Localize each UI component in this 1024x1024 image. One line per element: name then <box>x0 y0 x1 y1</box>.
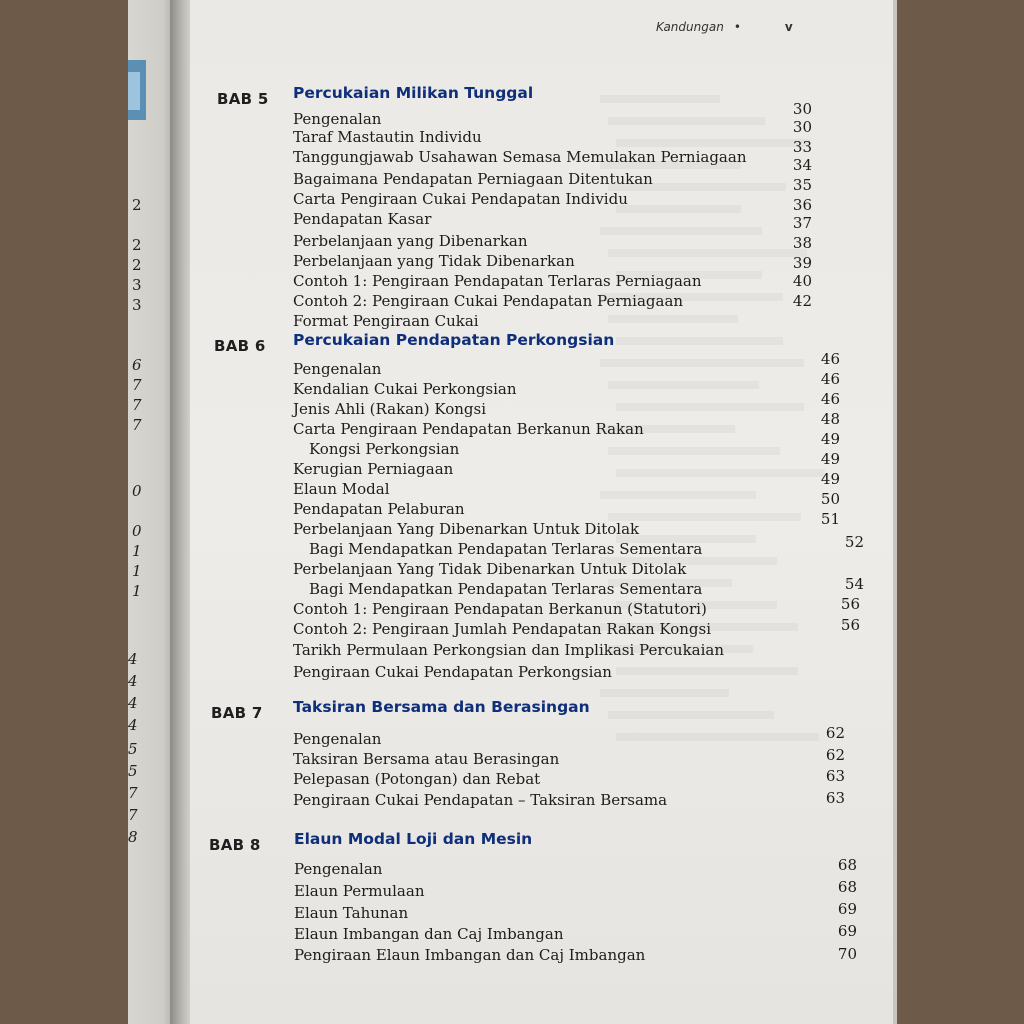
toc-entry: Pengenalan <box>293 110 382 128</box>
toc-entry: Pengenalan <box>294 860 383 878</box>
toc-entry: Jenis Ahli (Rakan) Kongsi <box>293 400 487 418</box>
toc-entry: Kendalian Cukai Perkongsian <box>293 380 517 398</box>
show-through-bar <box>600 227 762 235</box>
left-page-number: 1 <box>132 542 142 560</box>
header-page-numeral: v <box>784 20 793 34</box>
left-page-number: 4 <box>128 672 138 690</box>
toc-page-number: 50 <box>820 490 840 508</box>
left-page-number: 3 <box>132 296 142 314</box>
show-through-bar <box>616 469 825 477</box>
toc-entry: Perbelanjaan Yang Tidak Dibenarkan Untuk Ditolak <box>293 560 687 578</box>
toc-page-number: 63 <box>825 789 845 807</box>
left-page-number: 7 <box>132 416 142 434</box>
show-through-bar <box>608 711 774 719</box>
toc-entry: Format Pengiraan Cukai <box>293 312 479 330</box>
toc-page-number: 38 <box>792 234 812 252</box>
toc-entry: Tanggungjawab Usahawan Semasa Memulakan Perniagaan <box>293 148 747 166</box>
chapter-label: BAB 8 <box>209 836 261 854</box>
left-page-number: 7 <box>128 784 138 802</box>
toc-entry: Taksiran Bersama atau Berasingan <box>293 750 560 768</box>
left-page-number: 2 <box>132 236 142 254</box>
chapter-label: BAB 5 <box>217 90 269 108</box>
page-edge <box>893 0 897 1024</box>
header-separator: • <box>733 20 741 34</box>
toc-page-number: 37 <box>792 214 812 232</box>
toc-page-number: 69 <box>837 922 857 940</box>
left-page-number: 5 <box>128 762 138 780</box>
toc-entry: Bagaimana Pendapatan Perniagaan Ditentukan <box>293 170 653 188</box>
show-through-bar <box>616 205 741 213</box>
toc-page-number: 49 <box>820 430 840 448</box>
toc-page-number: 42 <box>792 292 812 310</box>
chapter-label: BAB 6 <box>214 337 266 355</box>
toc-page-number: 48 <box>820 410 840 428</box>
toc-entry: Carta Pengiraan Pendapatan Berkanun Rakan <box>293 420 644 438</box>
toc-entry: Pengiraan Elaun Imbangan dan Caj Imbangan <box>294 946 646 964</box>
toc-entry: Pendapatan Kasar <box>293 210 432 228</box>
running-header <box>656 20 793 34</box>
toc-page-number: 54 <box>844 575 864 593</box>
toc-page-number: 46 <box>820 370 840 388</box>
toc-entry: Pelepasan (Potongan) dan Rebat <box>293 770 541 788</box>
toc-page-number: 30 <box>792 100 812 118</box>
left-page-number: 1 <box>132 562 142 580</box>
toc-page-number: 49 <box>820 470 840 488</box>
toc-page-number: 35 <box>792 176 812 194</box>
toc-page-number: 68 <box>837 878 857 896</box>
toc-entry: Elaun Permulaan <box>294 882 425 900</box>
toc-entry: Bagi Mendapatkan Pendapatan Terlaras Sementara <box>309 580 703 598</box>
show-through-bar <box>600 359 804 367</box>
show-through-bar <box>608 447 780 455</box>
toc-page-number: 46 <box>820 350 840 368</box>
toc-entry: Pengiraan Cukai Pendapatan – Taksiran Bersama <box>293 791 668 809</box>
toc-page-number: 40 <box>792 272 812 290</box>
show-through-bar <box>616 667 798 675</box>
left-page-number: 5 <box>128 740 138 758</box>
toc-page-number: 39 <box>792 254 812 272</box>
show-through-bar <box>600 95 720 103</box>
toc-entry: Elaun Tahunan <box>294 904 409 922</box>
left-page-number: 7 <box>132 376 142 394</box>
show-through-bar <box>600 491 756 499</box>
left-page-number: 4 <box>128 716 138 734</box>
chapter-title: Percukaian Milikan Tunggal <box>293 84 534 102</box>
toc-entry: Kongsi Perkongsian <box>309 440 460 458</box>
toc-entry: Perbelanjaan yang Tidak Dibenarkan <box>293 252 575 270</box>
toc-entry: Pengenalan <box>293 360 382 378</box>
show-through-bar <box>600 689 729 697</box>
toc-entry: Perbelanjaan yang Dibenarkan <box>293 232 528 250</box>
toc-entry: Contoh 1: Pengiraan Pendapatan Terlaras Perniagaan <box>293 272 702 290</box>
left-page-number: 7 <box>128 806 138 824</box>
toc-entry: Contoh 2: Pengiraan Cukai Pendapatan Perniagaan <box>293 292 684 310</box>
chapter-title: Elaun Modal Loji dan Mesin <box>294 830 533 848</box>
left-page-number: 6 <box>132 356 142 374</box>
left-page-number: 7 <box>132 396 142 414</box>
toc-entry: Pengiraan Cukai Pendapatan Perkongsian <box>293 663 612 681</box>
toc-entry: Perbelanjaan Yang Dibenarkan Untuk Ditolak <box>293 520 640 538</box>
chapter-title: Percukaian Pendapatan Perkongsian <box>293 331 615 349</box>
toc-entry: Pengenalan <box>293 730 382 748</box>
toc-entry: Kerugian Perniagaan <box>293 460 454 478</box>
chapter-label: BAB 7 <box>211 704 263 722</box>
toc-page-number: 49 <box>820 450 840 468</box>
toc-entry: Tarikh Permulaan Perkongsian dan Implikasi Percukaian <box>293 641 725 659</box>
show-through-bar <box>608 381 759 389</box>
left-page-number: 3 <box>132 276 142 294</box>
toc-entry: Elaun Imbangan dan Caj Imbangan <box>294 925 564 943</box>
toc-page-number: 62 <box>825 746 845 764</box>
left-page-number: 2 <box>132 196 142 214</box>
left-page-number: 0 <box>132 482 142 500</box>
toc-entry: Elaun Modal <box>293 480 390 498</box>
toc-page-number: 34 <box>792 156 812 174</box>
show-through-bar <box>608 117 765 125</box>
toc-entry: Bagi Mendapatkan Pendapatan Terlaras Sementara <box>309 540 703 558</box>
toc-entry: Carta Pengiraan Cukai Pendapatan Individu <box>293 190 628 208</box>
show-through-bar <box>616 337 783 345</box>
toc-page-number: 68 <box>837 856 857 874</box>
toc-entry: Contoh 2: Pengiraan Jumlah Pendapatan Rakan Kongsi <box>293 620 712 638</box>
toc-entry: Contoh 1: Pengiraan Pendapatan Berkanun (Statutori) <box>293 600 707 618</box>
toc-entry: Pendapatan Pelaburan <box>293 500 465 518</box>
show-through-bar <box>616 403 804 411</box>
left-page-number: 4 <box>128 650 138 668</box>
chapter-title: Taksiran Bersama dan Berasingan <box>293 698 590 716</box>
left-page-number: 4 <box>128 694 138 712</box>
left-page-number: 0 <box>132 522 142 540</box>
show-through-bar <box>616 733 819 741</box>
toc-page-number: 36 <box>792 196 812 214</box>
toc-page-number: 69 <box>837 900 857 918</box>
left-page-number: 2 <box>132 256 142 274</box>
toc-page-number: 63 <box>825 767 845 785</box>
toc-page-number: 51 <box>820 510 840 528</box>
toc-entry: Taraf Mastautin Individu <box>293 128 482 146</box>
toc-page-number: 52 <box>844 533 864 551</box>
toc-page-number: 62 <box>825 724 845 742</box>
header-section: Kandungan <box>656 20 724 34</box>
toc-page-number: 30 <box>792 118 812 136</box>
left-page-blue-tab-inner <box>128 72 140 110</box>
toc-page-number: 70 <box>837 945 857 963</box>
toc-page-number: 56 <box>840 616 860 634</box>
toc-page-number: 56 <box>840 595 860 613</box>
left-page-number: 1 <box>132 582 142 600</box>
toc-page-number: 46 <box>820 390 840 408</box>
show-through-bar <box>608 315 738 323</box>
left-page-number: 8 <box>128 828 138 846</box>
toc-page-number: 33 <box>792 138 812 156</box>
